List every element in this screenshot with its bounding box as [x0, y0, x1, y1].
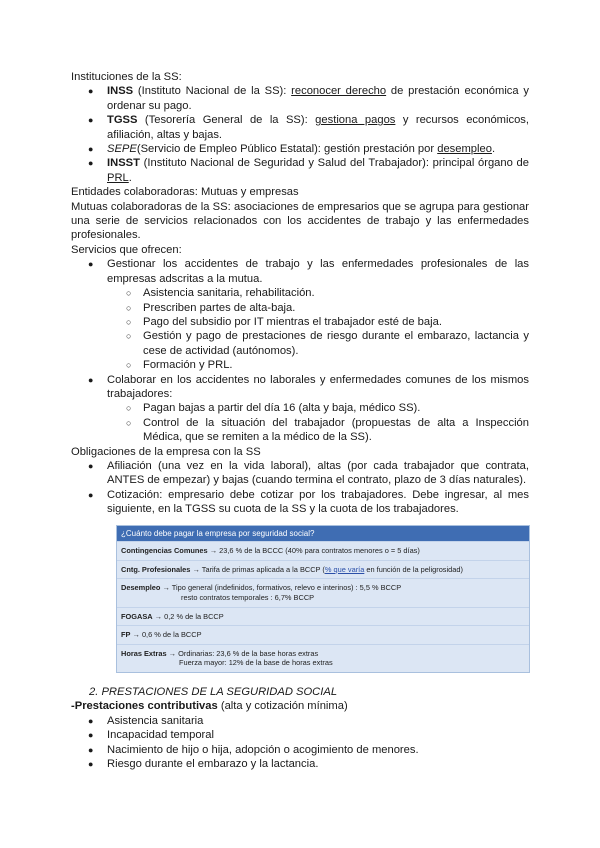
sub-item: ○ Prescriben partes de alta-baja. — [71, 301, 529, 315]
table-row — [117, 625, 529, 644]
sepe-abbr: SEPE — [107, 143, 137, 156]
insst-desc: (Instituto Nacional de Seguridad y Salud del Trabajador): principal órgano de — [139, 157, 529, 170]
table-row — [117, 644, 529, 672]
row-label: FP — [121, 630, 131, 640]
row-link[interactable]: % que varía — [324, 564, 365, 574]
row-value-end: en función de la peligrosidad) — [364, 564, 463, 574]
table-row — [117, 578, 529, 606]
inss-underlined: reconocer derecho — [291, 85, 387, 98]
sub-item: ○ Gestión y pago de prestaciones de riesgo durante el embarazo, lactancia y cese de actividad (autónomos). — [71, 329, 529, 358]
row-label: Cntg. Profesionales — [121, 564, 191, 574]
servicio-item: ● Gestionar los accidentes de trabajo y las enfermedades profesionales de las empresas adscritas a la mutua. — [71, 257, 529, 286]
row-value-line2: resto contratos temporales : 6,7% BCCP — [181, 592, 315, 602]
servicio-item: ● Colaborar en los accidentes no laborales y enfermedades comunes de los mismos trabajadores: — [71, 373, 529, 402]
prestaciones-heading — [71, 699, 529, 713]
sub-item: ○ Formación y PRL. — [71, 358, 529, 372]
obligaciones-heading: Obligaciones de la empresa con la SS — [71, 445, 261, 458]
cotizacion-table — [116, 525, 530, 673]
list-item — [71, 84, 529, 113]
row-value: → 0,2 % de la BCCP — [152, 611, 224, 621]
instituciones-heading: Instituciones de la SS: — [71, 71, 182, 83]
obligaciones-list — [71, 459, 529, 517]
obligacion-item: ● Afiliación (una vez en la vida laboral), altas (por cada trabajador que contrata, ANTES de empezar) y bajas (cuando termina el contrato, plazo de 3 días naturales). — [71, 459, 529, 488]
table-row — [117, 541, 529, 560]
obligacion-item: ● Cotización: empresario debe cotizar por los trabajadores. Debe ingresar, al mes siguiente, en la TGSS su cuota de la SS y la cuota de los trabajadores. — [71, 488, 529, 517]
row-value: → Ordinarias: 23,6 % de la base horas extras — [166, 648, 319, 658]
insst-abbr: INSST — [107, 157, 140, 170]
row-value: → 23,6 % de la BCCC (40% para contratos menores o = 5 días) — [207, 546, 420, 556]
entidades-heading: Entidades colaboradoras: Mutuas y empresas — [71, 186, 299, 199]
sub-item: ○ Asistencia sanitaria, rehabilitación. — [71, 286, 529, 300]
insst-desc-end: . — [128, 171, 132, 184]
tgss-abbr: TGSS — [107, 114, 138, 127]
insst-underlined: PRL — [107, 171, 129, 184]
row-label: Horas Extras — [121, 648, 167, 658]
inss-abbr: INSS — [107, 85, 134, 98]
list-item — [71, 142, 529, 156]
row-value-line2: Fuerza mayor: 12% de la base de horas extras — [179, 658, 333, 668]
prestaciones-label: -Prestaciones contributivas — [71, 700, 218, 713]
institutions-list — [71, 84, 529, 185]
prestacion-item: ● Riesgo durante el embarazo y la lactancia. — [71, 757, 529, 771]
prestacion-item: ● Nacimiento de hijo o hija, adopción o acogimiento de menores. — [71, 743, 529, 757]
tgss-underlined: gestiona pagos — [315, 114, 396, 127]
sub-item: ○ Control de la situación del trabajador (propuestas de alta a Inspección Médica, que se remiten a la médico de la SS). — [71, 416, 529, 445]
prestacion-item: ● Asistencia sanitaria — [71, 714, 529, 728]
prestacion-item: ● Incapacidad temporal — [71, 728, 529, 742]
table-row — [117, 560, 529, 579]
tgss-desc-end: y recursos económicos, afiliación, altas y bajas. — [107, 114, 530, 141]
document-page — [71, 70, 529, 771]
tgss-desc: (Tesorería General de la SS): — [137, 114, 316, 127]
table-row — [117, 607, 529, 626]
table-header: ¿Cuánto debe pagar la empresa por seguridad social? — [117, 526, 529, 542]
list-item — [71, 156, 529, 185]
sepe-desc: (Servicio de Empleo Público Estatal): gestión prestación por — [136, 143, 438, 156]
section-title: 2. PRESTACIONES DE LA SEGURIDAD SOCIAL — [89, 685, 338, 698]
servicios-heading: Servicios que ofrecen: — [71, 243, 182, 256]
mutuas-paragraph: Mutuas colaboradoras de la SS: asociaciones de empresarios que se agrupa para gestionar una serie de servicios relacionados con los accidentes de trabajo y las enfermedades profesionales. — [71, 200, 529, 242]
inss-desc: (Instituto Nacional de la SS): — [133, 85, 292, 98]
row-value: → 0,6 % de la BCCP — [130, 630, 202, 640]
sub-item: ○ Pago del subsidio por IT mientras el trabajador esté de baja. — [71, 315, 529, 329]
row-label: Desempleo — [121, 583, 161, 593]
sepe-underlined: desempleo — [437, 143, 492, 156]
row-value: → Tipo general (indefinidos, formativos, relevo e interinos) : 5,5 % BCCP — [160, 583, 402, 593]
prestaciones-note: (alta y cotización mínima) — [217, 700, 348, 713]
prestaciones-list — [71, 714, 529, 772]
row-label: FOGASA — [121, 611, 153, 621]
row-value: → Tarifa de primas aplicada a la BCCP ( — [190, 564, 325, 574]
sub-item: ○ Pagan bajas a partir del día 16 (alta y baja, médico SS). — [71, 401, 529, 415]
row-label: Contingencias Comunes — [121, 546, 208, 556]
sepe-desc-end: . — [491, 143, 496, 156]
inss-desc-end: de prestación económica y ordenar su pago. — [107, 85, 529, 112]
servicios-list — [71, 257, 529, 444]
list-item — [71, 113, 529, 142]
